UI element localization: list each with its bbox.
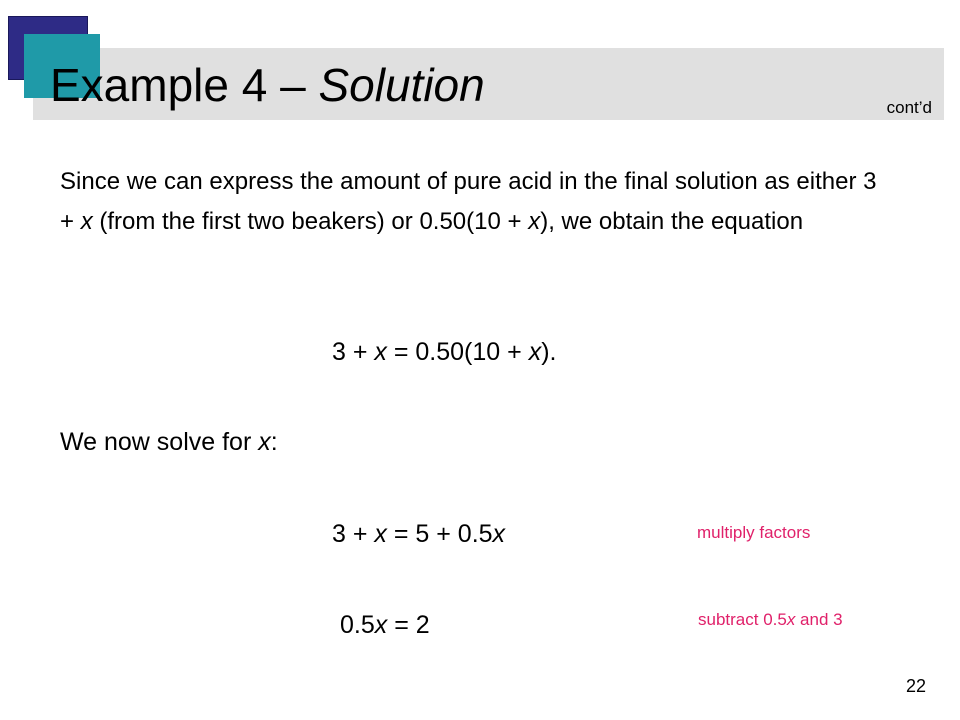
equation-1 xyxy=(332,336,556,368)
slide-title xyxy=(50,55,485,115)
note-subtract xyxy=(698,610,843,630)
title-main: Example 4 – xyxy=(50,59,319,111)
eq1-part: 3 + xyxy=(332,338,375,366)
slide-number: 22 xyxy=(905,676,926,696)
eq2-part: 3 + xyxy=(332,520,375,548)
intro-paragraph xyxy=(60,162,880,242)
eq2-part: = 5 + 0.5 xyxy=(386,520,493,548)
note2-part: and 3 xyxy=(795,610,843,629)
solve-var-x: x xyxy=(258,428,271,456)
eq3-part: 0.5 xyxy=(340,611,375,639)
eq2-var-x: x xyxy=(492,520,506,548)
note2-part: subtract 0.5 xyxy=(698,610,787,629)
solve-text: We now solve for xyxy=(60,428,259,456)
eq1-part: ). xyxy=(541,338,557,366)
note2-var-x: x xyxy=(786,610,796,629)
eq3-var-x: x xyxy=(374,611,388,639)
eq1-var-x: x xyxy=(528,338,542,366)
eq3-part: = 2 xyxy=(387,611,430,639)
para-text-1: Since we can express the amount of pure acid in the final solution as either 3 + xyxy=(60,168,877,235)
eq1-var-x: x xyxy=(374,338,387,366)
contd-label: cont’d xyxy=(886,98,932,117)
solve-text: : xyxy=(270,428,278,456)
para-text-3: ), we obtain the equation xyxy=(540,208,804,235)
eq1-part: = 0.50(10 + xyxy=(386,338,529,366)
note-multiply-factors: multiply factors xyxy=(697,523,811,542)
para-text-2: (from the first two beakers) or 0.50(10 + xyxy=(92,208,529,235)
para-var-x: x xyxy=(80,208,93,235)
solve-line xyxy=(60,426,278,458)
title-italic: Solution xyxy=(318,59,485,111)
equation-2 xyxy=(332,518,505,550)
para-var-x: x xyxy=(528,208,541,235)
equation-3 xyxy=(340,609,430,641)
eq2-var-x: x xyxy=(374,520,387,548)
